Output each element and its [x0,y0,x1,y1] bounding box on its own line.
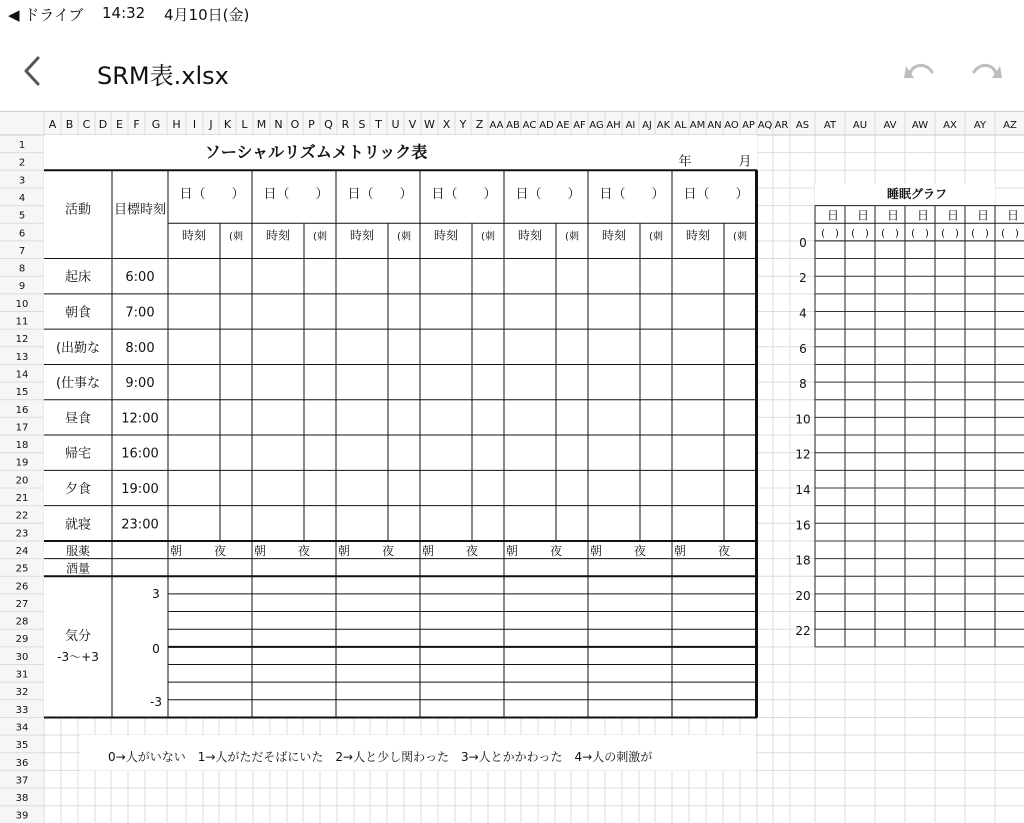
column-header[interactable]: E [116,118,123,131]
sleep-day-header: 日 [1006,208,1020,223]
medication-morning: 朝 [169,543,183,558]
activity-target-time: 6:00 [125,270,155,286]
back-to-app-link[interactable]: ◀ ドライブ [8,6,84,24]
column-header[interactable]: AR [774,120,789,131]
row-header[interactable]: 13 [15,351,29,363]
row-header[interactable]: 5 [18,210,26,222]
day-header: 日（ ） [263,186,329,202]
activity-name: 夕食 [64,482,92,497]
activity-name: 朝食 [64,305,92,321]
day-header: 日（ ） [515,186,581,202]
row-header[interactable]: 12 [15,334,29,346]
mood-scale-bottom: -3 [150,694,162,709]
activity-name: 帰宅 [64,446,92,462]
sleep-hour-label: 14 [795,483,811,497]
sleep-hour-label: 20 [795,588,811,603]
column-header[interactable]: AY [973,120,987,131]
column-header[interactable]: AC [522,120,537,131]
medication-night: 夜 [465,543,479,558]
column-header[interactable]: S [358,118,366,131]
row-header[interactable]: 1 [18,140,26,151]
column-header[interactable]: AS [795,120,810,131]
row-header[interactable]: 35 [15,740,29,752]
column-header[interactable]: AF [573,120,586,131]
sleep-day-header: 日 [916,208,930,223]
social-note: 0→人がいない 1→人がただそばにいた 2→人と少し関わった 3→人とかかわった 4→人の刺激が [108,749,653,764]
row-header[interactable]: 7 [18,245,26,257]
medication-night: 夜 [633,543,647,558]
row-header[interactable]: 20 [15,475,29,487]
activity-target-time: 23:00 [121,517,159,533]
medication-night: 夜 [717,543,731,558]
activity-name: (仕事な [55,376,101,392]
row-header[interactable]: 25 [15,563,29,575]
status-time: 14:32 [102,4,146,22]
column-header[interactable]: X [442,118,451,131]
time-header: 時刻 [685,228,711,243]
column-header[interactable]: AQ [757,120,773,131]
sleep-hour-label: 22 [795,624,811,639]
medication-night: 夜 [213,543,227,558]
column-header[interactable]: AU [852,120,868,131]
status-date: 4月10日(金) [164,6,250,24]
column-header[interactable]: AI [625,120,636,131]
target-time-header: 目標時刻 [113,202,167,218]
row-header[interactable]: 17 [15,422,29,434]
redo-button[interactable] [970,56,1004,86]
activity-name: 就寝 [64,517,92,533]
row-header[interactable]: 39 [15,810,29,822]
stim-header: (刺 [649,231,663,243]
row-header[interactable]: 18 [15,440,29,452]
status-bar [0,0,1024,28]
column-header[interactable]: AX [943,120,957,131]
row-header[interactable]: 11 [15,316,29,328]
row-header[interactable]: 37 [15,775,29,787]
sleep-day-header: 日 [856,208,870,223]
medication-morning: 朝 [337,543,351,558]
sleep-hour-label: 12 [795,447,811,462]
medication-night: 夜 [381,543,395,558]
column-header[interactable]: AM [689,120,706,131]
row-header[interactable]: 8 [18,263,26,275]
time-header: 時刻 [601,228,627,243]
row-header[interactable]: 36 [15,757,29,769]
column-header[interactable]: AW [911,120,929,131]
medication-label: 服薬 [65,543,91,558]
row-header[interactable]: 24 [15,545,29,557]
day-header: 日（ ） [431,186,497,202]
day-header: 日（ ） [599,186,665,202]
medication-morning: 朝 [673,543,687,558]
row-header[interactable]: 16 [15,404,29,416]
column-header[interactable]: AL [674,120,687,131]
mood-range: -3〜+3 [57,649,99,664]
activity-name: 昼食 [64,411,92,427]
sleep-hour-label: 10 [795,412,811,427]
stim-header: (刺 [397,231,411,243]
mood-scale-middle: 0 [152,641,160,656]
column-header[interactable]: I [192,118,197,131]
column-header[interactable]: T [375,118,382,131]
alcohol-label: 酒量 [65,561,91,576]
column-header[interactable]: AH [606,120,621,131]
month-label: 月 [738,154,752,170]
stim-header: (刺 [313,231,327,243]
row-header[interactable]: 28 [15,616,29,628]
file-title: SRM表.xlsx [97,62,229,90]
row-header[interactable]: 22 [15,510,29,522]
medication-morning: 朝 [421,543,435,558]
stim-header: (刺 [565,231,579,243]
column-header[interactable]: Q [324,118,333,131]
time-header: 時刻 [433,228,459,243]
medication-night: 夜 [549,543,563,558]
day-header: 日（ ） [683,186,749,202]
sleep-hour-label: 6 [799,341,807,356]
app-header [0,28,1024,110]
mood-label: 気分 [64,629,92,645]
column-header[interactable]: P [308,118,315,131]
row-header[interactable]: 23 [15,528,29,540]
activity-target-time: 9:00 [125,376,155,392]
activity-target-time: 8:00 [125,340,155,356]
column-header[interactable]: AE [556,120,570,131]
column-header[interactable]: N [274,118,283,131]
column-header[interactable]: AK [656,120,671,131]
sleep-day-header: 日 [826,208,840,223]
sleep-hour-label: 16 [795,518,811,533]
column-header[interactable]: U [391,118,400,131]
activity-target-time: 7:00 [125,305,155,321]
row-header[interactable]: 34 [15,722,29,734]
row-header[interactable]: 2 [18,157,26,169]
row-header[interactable]: 3 [18,175,26,187]
stim-header: (刺 [229,231,243,243]
column-header[interactable]: F [133,118,140,131]
year-label: 年 [678,154,692,170]
column-header[interactable]: H [172,118,181,131]
sleep-day-header: 日 [946,208,960,223]
activity-name: 起床 [64,270,92,286]
row-header[interactable]: 21 [15,493,29,504]
column-header[interactable]: AP [742,120,755,131]
column-header[interactable]: Z [475,118,484,131]
column-header[interactable]: W [424,118,435,131]
row-header[interactable]: 9 [18,281,26,293]
column-header[interactable]: AD [539,120,554,131]
row-header[interactable]: 38 [15,793,29,805]
day-header: 日（ ） [179,186,245,202]
row-header[interactable]: 32 [15,687,29,699]
column-header[interactable]: R [341,118,350,131]
sleep-date-paren: ( ) [821,228,839,240]
time-header: 時刻 [349,228,375,243]
column-header[interactable]: V [408,118,417,131]
column-header[interactable]: C [82,118,91,131]
activity-target-time: 12:00 [121,411,159,427]
time-header: 時刻 [517,228,543,243]
undo-button[interactable] [902,56,936,86]
row-header[interactable]: 4 [18,192,26,204]
sleep-date-paren: ( ) [851,228,869,240]
column-header[interactable]: AN [707,120,722,131]
sleep-date-paren: ( ) [941,228,959,240]
chevron-left-icon [18,54,48,88]
activity-name: (出勤な [55,340,101,356]
column-header[interactable]: G [151,118,161,131]
spreadsheet[interactable] [0,111,1024,823]
column-header[interactable]: AJ [642,120,652,131]
activity-target-time: 19:00 [121,482,159,497]
stim-header: (刺 [733,231,747,243]
row-header[interactable]: 15 [15,387,29,399]
column-header[interactable]: AO [724,120,739,131]
row-header[interactable]: 19 [15,457,29,469]
sleep-graph-title: 睡眠グラフ [886,186,948,201]
column-header[interactable]: Y [459,118,467,131]
row-header[interactable]: 30 [15,651,29,663]
medication-night: 夜 [297,543,311,558]
column-header[interactable]: L [241,118,248,131]
sleep-hour-label: 18 [795,553,811,568]
column-header[interactable]: O [290,118,300,131]
stim-header: (刺 [481,231,495,243]
undo-icon [902,56,936,86]
column-header[interactable]: K [223,118,232,131]
sheet-grid[interactable] [0,112,1024,823]
column-header[interactable]: B [65,118,74,131]
sleep-date-paren: ( ) [1001,228,1019,240]
row-header[interactable]: 29 [15,634,29,646]
day-header: 日（ ） [347,186,413,202]
sleep-hour-label: 0 [799,235,807,250]
activity-target-time: 16:00 [121,446,159,462]
time-header: 時刻 [265,228,291,243]
row-header[interactable]: 10 [15,298,29,310]
column-header[interactable]: AV [883,120,897,131]
column-header[interactable]: AB [506,120,520,131]
row-header[interactable]: 31 [15,669,29,681]
row-header[interactable]: 6 [18,228,26,240]
column-header[interactable]: AA [489,120,504,131]
column-header[interactable]: AG [589,120,604,131]
sleep-day-header: 日 [886,208,900,223]
back-button[interactable] [18,54,48,88]
time-header: 時刻 [181,228,207,243]
row-header[interactable]: 26 [15,581,29,593]
sleep-date-paren: ( ) [911,228,929,240]
row-header[interactable]: 27 [15,598,29,610]
column-header[interactable]: J [209,118,213,131]
sleep-date-paren: ( ) [881,228,899,240]
medication-morning: 朝 [505,543,519,558]
column-header[interactable]: AT [823,120,837,131]
sleep-day-header: 日 [976,208,990,223]
row-header[interactable]: 14 [15,369,29,381]
medication-morning: 朝 [253,543,267,558]
sleep-date-paren: ( ) [971,228,989,240]
mood-scale-top: 3 [152,586,160,601]
column-header[interactable]: M [256,118,267,131]
column-header[interactable]: A [48,118,57,131]
sleep-hour-label: 2 [799,271,807,286]
medication-morning: 朝 [589,543,603,558]
activity-header: 活動 [64,202,92,218]
sleep-hour-label: 8 [799,377,807,392]
redo-icon [970,56,1004,86]
column-header[interactable]: D [98,118,108,131]
sleep-hour-label: 4 [799,306,807,321]
column-header[interactable]: AZ [1003,120,1017,131]
row-header[interactable]: 33 [15,704,29,716]
table-title: ソーシャルリズムメトリック表 [204,142,428,162]
